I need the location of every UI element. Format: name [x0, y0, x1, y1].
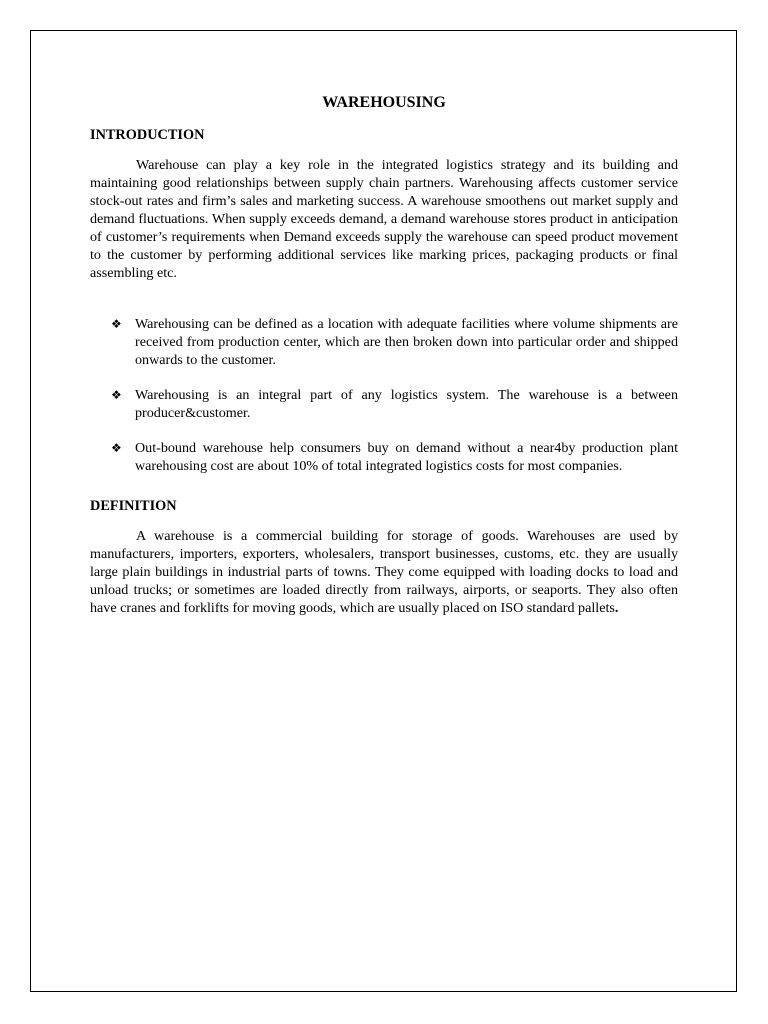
definition-paragraph	[90, 527, 678, 617]
bullet-list	[90, 315, 678, 475]
bullet-text: Warehousing is an integral part of any logistics system. The warehouse is a between producer&customer.	[135, 387, 678, 421]
list-item	[90, 439, 678, 475]
bullet-text: Warehousing can be defined as a location with adequate facilities where volume shipments are received from production center, which are then broken down into particular order and shipped onwards to the customer.	[135, 316, 678, 368]
introduction-paragraph: Warehouse can play a key role in the integrated logistics strategy and its building and maintaining good relationships between supply chain partners. Warehousing affects customer service stock-out rates and firm’s sales and marketing success. A warehouse smoothens out market supply and demand fluctuations. When supply exceeds demand, a demand warehouse stores product in anticipation of customer’s requirements when Demand exceeds supply the warehouse can speed product movement to the customer by performing additional services like marking prices, packaging products or final assembling etc.	[90, 157, 678, 281]
definition-text: A warehouse is a commercial building for storage of goods. Warehouses are used by manufacturers, importers, exporters, wholesalers, transport businesses, customs, etc. they are usually large plain buildings in industrial parts of towns. They come equipped with loading docks to load and unload trucks; or sometimes are loaded directly from railways, airports, or seaports. They also often have cranes and forklifts for moving goods, which are usually placed on ISO standard pallets	[90, 528, 678, 616]
diamond-bullet-icon: ❖	[111, 388, 122, 402]
document-body	[90, 92, 678, 617]
diamond-bullet-icon: ❖	[111, 317, 122, 331]
document-title: WAREHOUSING	[322, 94, 446, 111]
introduction-heading: INTRODUCTION	[90, 127, 205, 143]
list-item	[90, 386, 678, 422]
definition-final-period: .	[614, 600, 619, 616]
diamond-bullet-icon: ❖	[111, 441, 122, 455]
list-item	[90, 315, 678, 369]
bullet-text: Out-bound warehouse help consumers buy on demand without a near4by production plant warehousing cost are about 10% of total integrated logistics costs for most companies.	[135, 440, 678, 474]
definition-heading: DEFINITION	[90, 498, 177, 514]
